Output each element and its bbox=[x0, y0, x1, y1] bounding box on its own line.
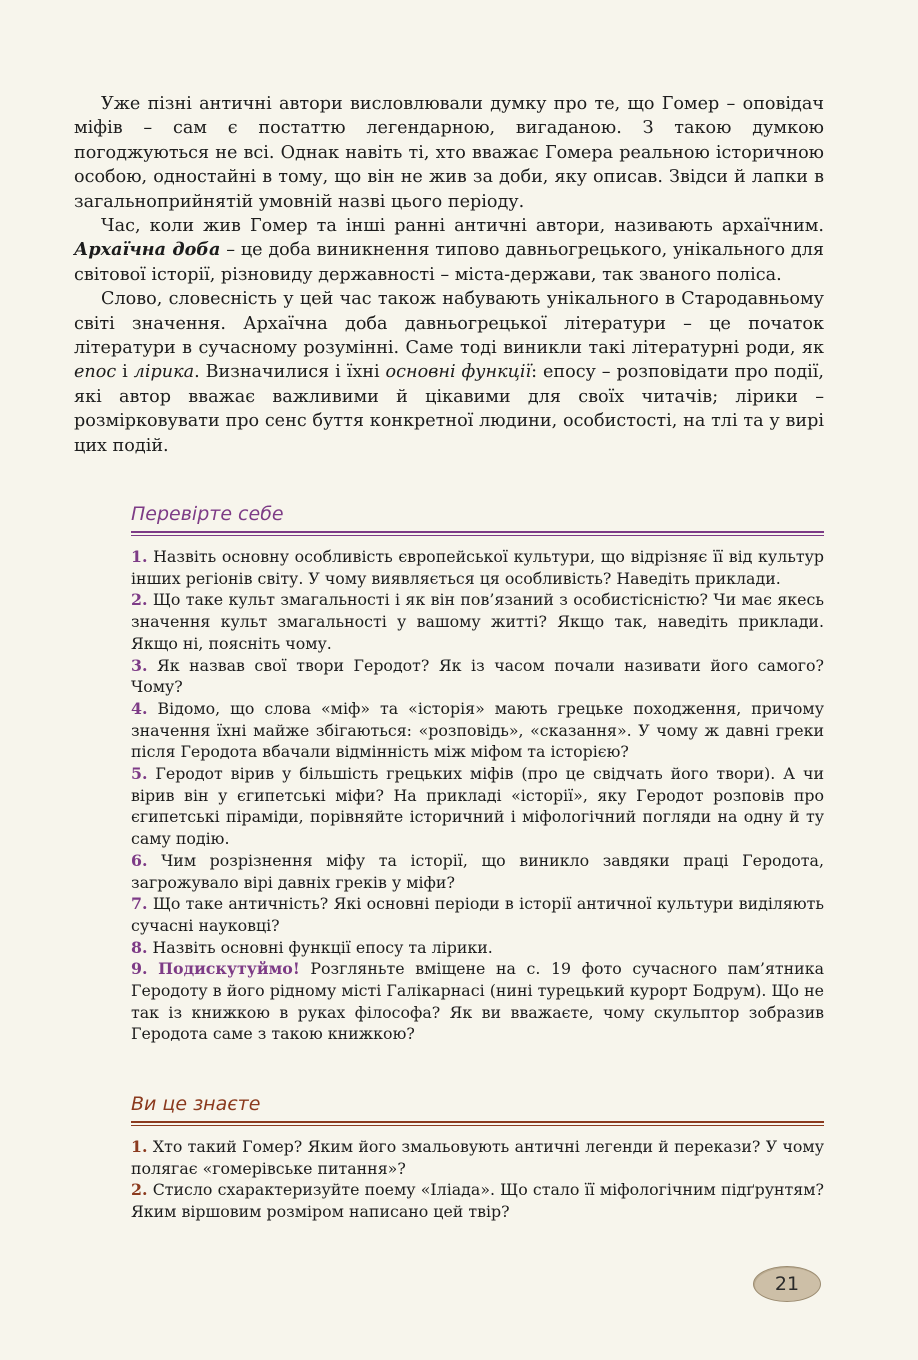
paragraph-3-end: : епосу – розповідати про події, які автор вважає важливими й цікавими для своїх читачів; лірики – розмірковувати про сенс буття конкретної людини, особистості, на тлі та у вирі цих подій. bbox=[74, 362, 824, 456]
you-know-section bbox=[131, 1091, 824, 1223]
question-text: Як назвав свої твори Геродот? Як із часом почали називати його самого? Чому? bbox=[131, 655, 824, 697]
question-text: Відомо, що слова «міф» та «історія» мають грецьке походження, причому значення їхні майже збігаються: «розповідь», «сказання». У чому ж давні греки після Геродота вбачали відмінність між міфом та історією? bbox=[131, 698, 824, 762]
question-9 bbox=[131, 958, 824, 1045]
question-text: Назвіть основні функції епосу та лірики. bbox=[152, 937, 493, 957]
question-text: Розгляньте вміщене на с. 19 фото сучасного пам’ятника Геродоту в його рідному місті Галікарнасі (нині турецький курорт Бодрум). Що не так із книжкою в руках філософа? Як ви вважаєте, чому скульптор зобразив Геродота саме з такою книжкою? bbox=[131, 959, 824, 1044]
question-number: 7. bbox=[131, 894, 148, 914]
check-yourself-rule-thin bbox=[131, 535, 824, 536]
you-know-rule bbox=[131, 1121, 824, 1123]
question-text: Назвіть основну особливість європейської культури, що відрізняє її від культур інших регіонів світу. У чому виявляється ця особливість? Наведіть приклади. bbox=[131, 547, 824, 588]
term-epos: епос bbox=[74, 362, 117, 383]
you-know-questions bbox=[131, 1136, 824, 1223]
you-know-rule-thin bbox=[131, 1125, 824, 1126]
question-text: Геродот вірив у більшість грецьких міфів (про це свідчать його твори). А чи вірив він у єгипетські міфи? На прикладі «історії», яку Геродот розповів про єгипетські піраміди, порівняйте історичний і міфологічний погляди на одну й ту саму подію. bbox=[131, 764, 824, 849]
question-item bbox=[131, 937, 824, 959]
paragraph-3-and: і bbox=[116, 362, 134, 383]
question-item bbox=[131, 763, 824, 850]
question-text: Стисло схарактеризуйте поему «Іліада». Що стало її міфологічним підґрунтям? Яким віршовим розміром написано цей твір? bbox=[131, 1180, 824, 1222]
question-item bbox=[131, 655, 824, 698]
question-item bbox=[131, 1136, 824, 1179]
check-yourself-title: Перевірте себе bbox=[131, 503, 284, 525]
term-functions: основні функції bbox=[385, 362, 532, 383]
check-yourself-rule bbox=[131, 531, 824, 533]
term-archaic-era: Архаїчна доба bbox=[74, 239, 221, 261]
main-text bbox=[74, 92, 824, 458]
paragraph-2-end: – це доба виникнення типово давньогрецького, унікального для світової історії, різновиду державності – міста-держави, так званого поліса. bbox=[74, 240, 824, 285]
page-number: 21 bbox=[753, 1266, 821, 1302]
you-know-title: Ви це знаєте bbox=[131, 1093, 261, 1115]
question-number: 2. bbox=[131, 1180, 148, 1200]
question-text: Що таке культ змагальності і як він пов’язаний з особистісністю? Чи має якесь значення культ змагальності у вашому житті? Якщо так, наведіть приклади. Якщо ні, поясніть чому. bbox=[131, 590, 824, 653]
question-item bbox=[131, 1179, 824, 1222]
question-number: 1. bbox=[131, 547, 148, 566]
paragraph-2-start: Час, коли жив Гомер та інші ранні античні автори, називають архаїчним. bbox=[101, 216, 824, 237]
question-item bbox=[131, 850, 824, 893]
question-text: Хто такий Гомер? Яким його змальовують античні легенди й перекази? У чому полягає «гомерівське питання»? bbox=[131, 1137, 825, 1178]
discuss-label: Подискутуймо! bbox=[158, 959, 300, 979]
paragraph-2 bbox=[74, 214, 824, 287]
check-yourself-section bbox=[131, 501, 824, 1045]
term-lyric: лірика bbox=[133, 362, 195, 383]
question-number: 8. bbox=[131, 937, 148, 957]
question-item bbox=[131, 589, 824, 654]
check-yourself-questions bbox=[131, 546, 824, 958]
paragraph-3-mid: . Визначилися і їхні bbox=[194, 362, 386, 383]
paragraph-1: Уже пізні античні автори висловлювали думку про те, що Гомер – оповідач міфів – сам є постаттю легендарною, вигаданою. З такою думкою погоджуються не всі. Однак навіть ті, хто вважає Гомера реальною історичною особою, одностайні в тому, що він не жив за доби, яку описав. Звідси й лапки в загальноприйнятій умовній назві цього періоду. bbox=[74, 94, 824, 212]
question-item bbox=[131, 546, 824, 589]
question-item bbox=[131, 893, 824, 936]
question-number: 9. bbox=[131, 959, 148, 979]
question-text: Чим розрізнення міфу та історії, що виникло завдяки праці Геродота, загрожувало вірі давніх греків у міфи? bbox=[131, 850, 824, 892]
paragraph-3 bbox=[74, 287, 824, 458]
question-number: 1. bbox=[131, 1137, 148, 1156]
paragraph-3-start: Слово, словесність у цей час також набувають унікального в Стародавньому світі значення. Архаїчна доба давньогрецької літератури – це початок літератури в сучасному розумінні. Саме тоді виникли такі літературні роди, як bbox=[74, 289, 824, 359]
question-number: 4. bbox=[131, 698, 148, 718]
question-number: 6. bbox=[131, 850, 148, 870]
question-text: Що таке античність? Які основні періоди в історії античної культури виділяють сучасні науковці? bbox=[131, 894, 824, 935]
question-number: 5. bbox=[131, 764, 148, 784]
question-item bbox=[131, 698, 824, 763]
question-number: 3. bbox=[131, 655, 148, 675]
question-number: 2. bbox=[131, 590, 148, 610]
